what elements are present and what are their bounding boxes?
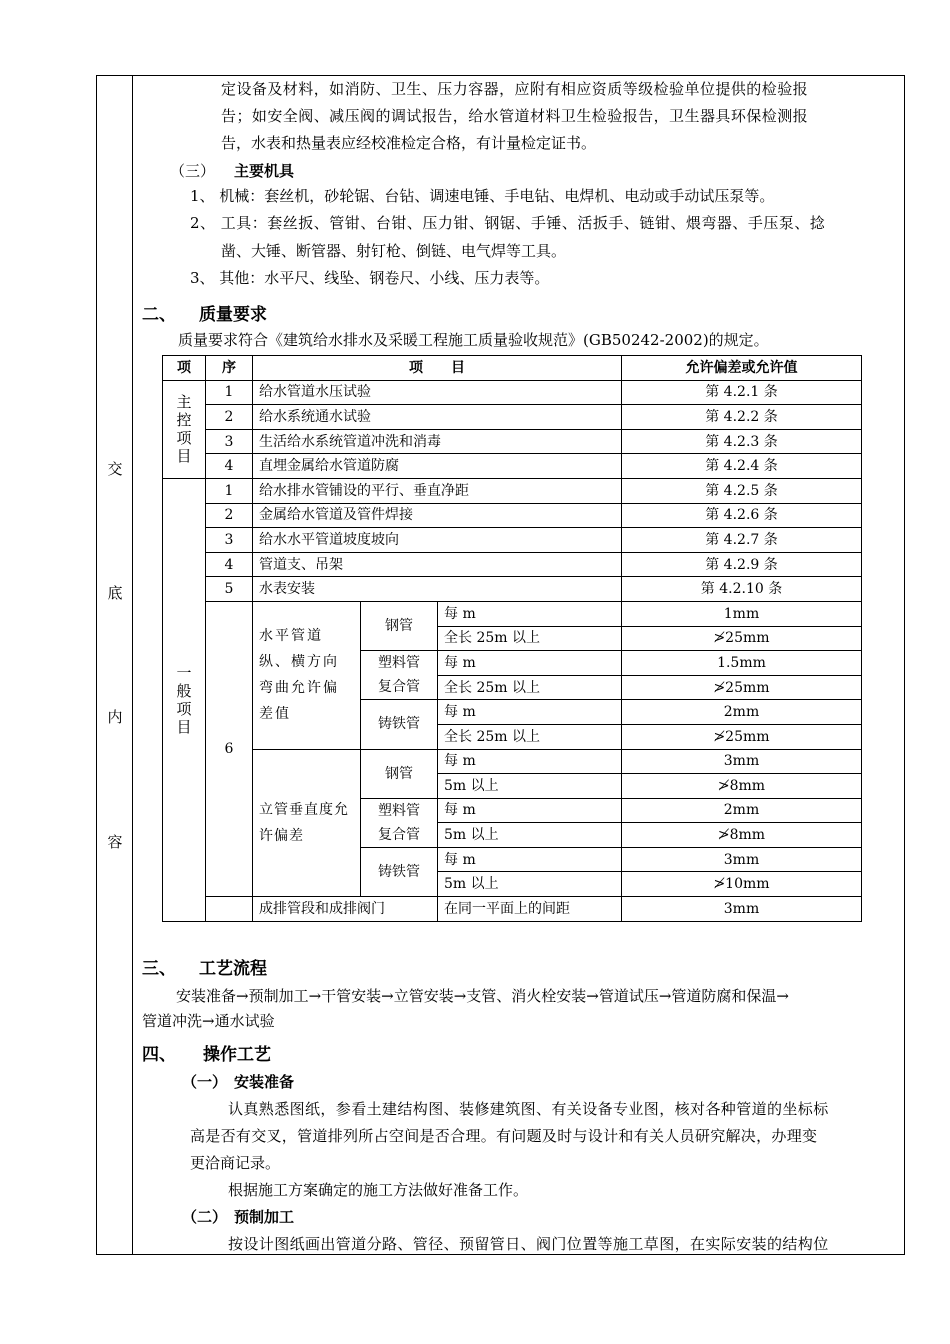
process-line: 安装准备→预制加工→干管安装→立管安装→支管、消火栓安装→管道试压→管道防腐和保温→ xyxy=(176,987,789,1005)
header-value: 允许偏差或允许值 xyxy=(622,356,862,381)
deviation-value: ≯8mm xyxy=(622,823,862,848)
process-line: 管道冲洗→通水试验 xyxy=(142,1012,275,1030)
table-row xyxy=(163,601,862,626)
side-char: 交 xyxy=(107,460,123,478)
table-row xyxy=(163,503,862,528)
condition: 全长 25m 以上 xyxy=(438,724,622,749)
row-item: 给水排水管铺设的平行、垂直净距 xyxy=(253,478,622,503)
row-value: 第 4.2.10 条 xyxy=(622,577,862,602)
quality-table xyxy=(162,355,862,922)
operation-heading: 操作工艺 xyxy=(203,1045,271,1065)
pipe-type: 钢管 xyxy=(361,601,438,650)
tools-item: 3、 其他：水平尺、线坠、钢卷尺、小线、压力表等。 xyxy=(190,269,550,287)
row-item: 给水系统通水试验 xyxy=(253,405,622,430)
intro-line: 定设备及材料，如消防、卫生、压力容器，应附有相应资质等级检验单位提供的检验报 xyxy=(221,80,809,98)
side-char: 底 xyxy=(107,584,123,602)
condition: 每 m xyxy=(438,601,622,626)
tools-item: 2、 工具：套丝扳、管钳、台钳、压力钳、钢锯、手锤、活扳手、链钳、煨弯器、手压泵、捻 xyxy=(190,214,826,232)
operation-paragraph: 认真熟悉图纸，参看土建结构图、装修建筑图、有关设备专业图，核对各种管道的坐标标 xyxy=(228,1100,829,1118)
process-heading-num: 三、 xyxy=(142,959,176,979)
row-no: 2 xyxy=(206,405,253,430)
condition: 每 m xyxy=(438,847,622,872)
row-no: 3 xyxy=(206,429,253,454)
table-row xyxy=(163,552,862,577)
operation-heading-num: 四、 xyxy=(142,1045,176,1065)
table-header-row xyxy=(163,356,862,381)
row-value: 第 4.2.6 条 xyxy=(622,503,862,528)
table-row xyxy=(163,380,862,405)
pipe-type: 铸铁管 xyxy=(361,847,438,896)
deviation-value: 2mm xyxy=(622,798,862,823)
quality-heading: 质量要求 xyxy=(199,305,267,325)
quality-desc: 质量要求符合《建筑给水排水及采暖工程施工质量验收规范》(GB50242-2002)的规定。 xyxy=(178,331,769,349)
table-row xyxy=(163,429,862,454)
row-item: 给水管道水压试验 xyxy=(253,380,622,405)
condition: 全长 25m 以上 xyxy=(438,626,622,651)
row-no: 1 xyxy=(206,380,253,405)
operation-paragraph: 按设计图纸画出管道分路、管径、预留管日、阀门位置等施工草图，在实际安装的结构位 xyxy=(228,1235,829,1253)
deviation-value: 2mm xyxy=(622,700,862,725)
deviation-value: 1.5mm xyxy=(622,651,862,676)
operation-sub1: 安装准备 xyxy=(234,1073,295,1091)
operation-sub1-num: （一） xyxy=(182,1073,228,1091)
deviation-value: ≯25mm xyxy=(622,724,862,749)
row-no: 1 xyxy=(206,478,253,503)
condition: 每 m xyxy=(438,700,622,725)
tools-item: 1、 机械：套丝机，砂轮锯、台钻、调速电锤、手电钻、电焊机、电动或手动试压泵等。 xyxy=(190,187,775,205)
deviation-value: 3mm xyxy=(622,749,862,774)
horizontal-deviation-label: 水平管道纵、横方向弯曲允许偏差值 xyxy=(253,601,361,749)
condition: 5m 以上 xyxy=(438,872,622,897)
condition: 全长 25m 以上 xyxy=(438,675,622,700)
general-group-label: 一般项目 xyxy=(163,478,206,921)
tools-heading-num: （三） xyxy=(170,162,216,180)
row-item: 金属给水管道及管件焊接 xyxy=(253,503,622,528)
pipe-type: 复合管 xyxy=(361,823,438,848)
deviation-value: ≯25mm xyxy=(622,626,862,651)
side-label-column xyxy=(97,76,133,1254)
header-no: 序 xyxy=(206,356,253,381)
operation-sub2: 预制加工 xyxy=(234,1208,295,1226)
table-row xyxy=(163,405,862,430)
row-no: 6 xyxy=(206,601,253,896)
row-value: 第 4.2.3 条 xyxy=(622,429,862,454)
operation-paragraph: 高是否有交叉，管道排列所占空间是否合理。有问题及时与设计和有关人员研究解决，办理变 xyxy=(190,1127,818,1145)
operation-paragraph: 根据施工方案确定的施工方法做好准备工作。 xyxy=(228,1181,529,1199)
row-item: 成排管段和成排阀门 xyxy=(253,897,438,922)
row-item: 管道支、吊架 xyxy=(253,552,622,577)
deviation-value: ≯25mm xyxy=(622,675,862,700)
side-char: 容 xyxy=(107,833,123,851)
side-char: 内 xyxy=(107,708,123,726)
intro-line: 告，水表和热量表应经校准检定合格，有计量检定证书。 xyxy=(221,134,597,152)
condition: 5m 以上 xyxy=(438,774,622,799)
row-value: 第 4.2.7 条 xyxy=(622,528,862,553)
table-row xyxy=(163,478,862,503)
row-no: 5 xyxy=(206,577,253,602)
condition: 每 m xyxy=(438,651,622,676)
row-item: 水表安装 xyxy=(253,577,622,602)
deviation-value: 3mm xyxy=(622,847,862,872)
condition: 5m 以上 xyxy=(438,823,622,848)
row-item: 给水水平管道坡度坡向 xyxy=(253,528,622,553)
table-row xyxy=(163,577,862,602)
row-item: 生活给水系统管道冲洗和消毒 xyxy=(253,429,622,454)
vertical-deviation-label: 立管垂直度允许偏差 xyxy=(253,749,361,897)
row-no: 2 xyxy=(206,503,253,528)
header-item: 项 目 xyxy=(253,356,622,381)
table-row xyxy=(163,749,862,774)
table-row xyxy=(163,454,862,479)
table-row xyxy=(163,897,862,922)
pipe-type: 塑料管 xyxy=(361,651,438,676)
deviation-value: 1mm xyxy=(622,601,862,626)
intro-line: 告；如安全阀、减压阀的调试报告，给水管道材料卫生检验报告，卫生器具环保检测报 xyxy=(221,107,809,125)
row-item: 直埋金属给水管道防腐 xyxy=(253,454,622,479)
condition: 在同一平面上的间距 xyxy=(438,897,622,922)
deviation-value: ≯8mm xyxy=(622,774,862,799)
header-group: 项 xyxy=(163,356,206,381)
row-value: 第 4.2.9 条 xyxy=(622,552,862,577)
row-value: 第 4.2.5 条 xyxy=(622,478,862,503)
table-row xyxy=(163,528,862,553)
pipe-type: 塑料管 xyxy=(361,798,438,823)
deviation-value: 3mm xyxy=(622,897,862,922)
process-heading: 工艺流程 xyxy=(199,959,267,979)
row-value: 第 4.2.4 条 xyxy=(622,454,862,479)
row-value: 第 4.2.2 条 xyxy=(622,405,862,430)
quality-heading-num: 二、 xyxy=(142,305,176,325)
row-no: 4 xyxy=(206,454,253,479)
row-no: 4 xyxy=(206,552,253,577)
operation-paragraph: 更洽商记录。 xyxy=(190,1154,281,1172)
main-group-label: 主控项目 xyxy=(163,380,206,478)
row-no xyxy=(206,897,253,922)
row-no: 3 xyxy=(206,528,253,553)
tools-heading: 主要机具 xyxy=(234,162,295,180)
row-value: 第 4.2.1 条 xyxy=(622,380,862,405)
condition: 每 m xyxy=(438,749,622,774)
deviation-value: ≯10mm xyxy=(622,872,862,897)
condition: 每 m xyxy=(438,798,622,823)
tools-item: 凿、大锤、断管器、射钉枪、倒链、电气焊等工具。 xyxy=(221,242,567,260)
pipe-type: 钢管 xyxy=(361,749,438,798)
pipe-type: 复合管 xyxy=(361,675,438,700)
pipe-type: 铸铁管 xyxy=(361,700,438,749)
operation-sub2-num: （二） xyxy=(182,1208,228,1226)
